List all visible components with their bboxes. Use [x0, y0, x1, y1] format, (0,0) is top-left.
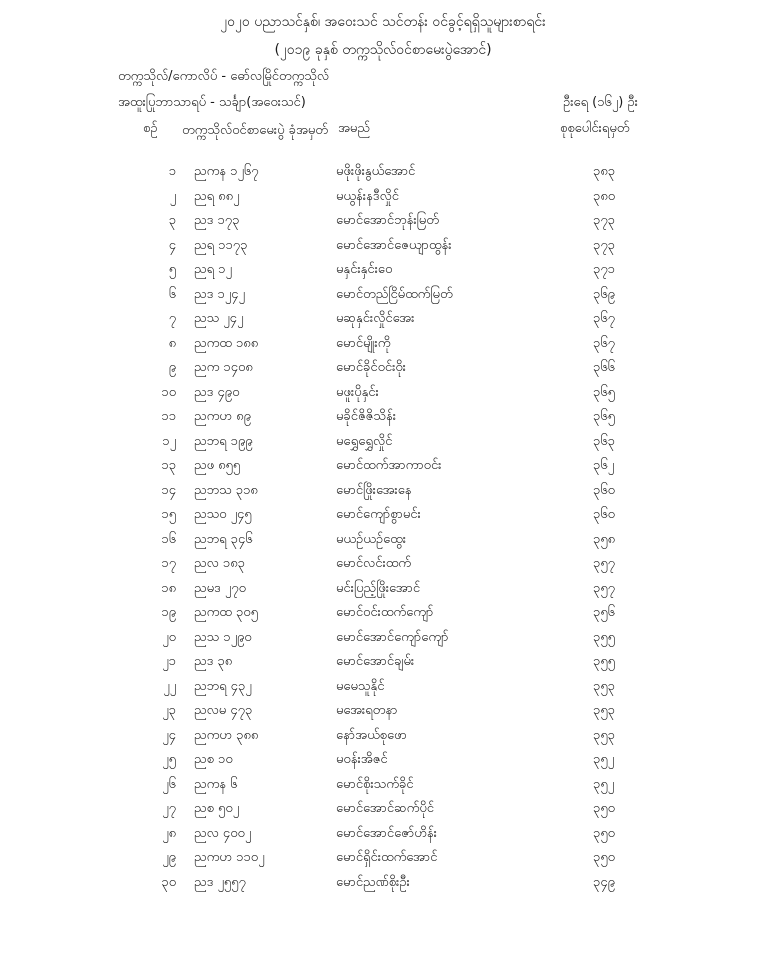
- table-row: [0, 629, 766, 654]
- total-marks: ၃၆၃: [593, 433, 615, 449]
- row-number: ၂၃: [162, 703, 176, 718]
- student-name: မနှင်းနှင်းဝေ: [336, 262, 393, 277]
- row-number: ၂၈: [162, 825, 176, 841]
- row-number: ၁၆: [161, 531, 176, 547]
- table-row: [0, 874, 766, 899]
- table-row: [0, 457, 766, 482]
- total-marks: ၃၅၃: [593, 703, 615, 718]
- roll-number: ညသ ၁၂၉၀: [194, 629, 252, 645]
- student-name: မောင်တည်ငြိမ်ထက်မြတ်: [336, 286, 453, 302]
- total-marks: ၃၇၁: [593, 262, 615, 277]
- table-row: [0, 212, 766, 237]
- total-count: ဦးရေ (၁၆၂) ဦး: [563, 95, 638, 110]
- row-number: ၂၆: [162, 776, 176, 792]
- total-marks: ၃၅၇: [593, 580, 615, 596]
- student-name: နော်အယ်စုဖော: [336, 727, 407, 743]
- roll-number: ညစ ၁၀: [194, 752, 233, 767]
- roll-number: ညကဟ ၁၁၀၂: [194, 850, 265, 865]
- column-header-name: အမည်: [338, 121, 370, 136]
- table-row: [0, 384, 766, 409]
- total-marks: ၃၅၆: [593, 605, 615, 620]
- student-name: မောင်အောင်ဘုန်းမြတ်: [336, 213, 439, 228]
- student-name: မောင်အောင်ဇော်ဟိန်း: [336, 825, 437, 841]
- student-name: မင်းပြည့်ဖြိုးအောင်: [336, 580, 421, 596]
- row-number: ၁၀: [161, 384, 176, 400]
- row-number: ၉: [168, 360, 176, 375]
- student-name: မဖူးပိုနှင်း: [336, 384, 379, 400]
- row-number: ၁၂: [162, 433, 176, 449]
- table-row: [0, 482, 766, 507]
- roll-number: ညရ ၁၁၇၃: [194, 237, 248, 253]
- student-name: မောင်စိုးသက်ခိုင်: [336, 776, 414, 792]
- row-number: ၂၂: [163, 678, 176, 694]
- total-marks: ၃၅၀: [593, 850, 615, 865]
- table-row: [0, 825, 766, 850]
- total-marks: ၃၅၀: [593, 825, 615, 841]
- student-name: မောင်ဖြိုးအေးနေ: [336, 482, 412, 498]
- roll-number: ညကဟ ၃၈၈: [194, 727, 259, 743]
- total-marks: ၃၆၂: [593, 458, 615, 473]
- roll-number: ညက ၁၄၀၈: [194, 360, 253, 375]
- roll-number: ညကဟ ၈၉: [194, 409, 251, 424]
- table-row: [0, 531, 766, 556]
- student-name: မဖိုးဖိုးနွယ်အောင်: [336, 164, 416, 179]
- table-row: [0, 555, 766, 580]
- column-header-no: စဉ်: [143, 121, 158, 136]
- total-marks: ၃၅၀: [593, 801, 615, 816]
- row-number: ၁၃: [161, 458, 176, 473]
- table-row: [0, 702, 766, 727]
- roll-number: ညဒ ၁၇၃: [194, 213, 240, 228]
- student-name: မောင်မျိုးကို: [336, 335, 391, 351]
- roll-number: ညဒ ၃၈: [194, 654, 233, 669]
- roll-number: ညသ ၂၄၂: [194, 311, 244, 326]
- table-row: [0, 261, 766, 286]
- roll-number: ညကထ ၁၈၈: [194, 335, 259, 351]
- table-row: [0, 751, 766, 776]
- student-name: မမေသူနိုင်: [336, 678, 385, 694]
- total-marks: ၃၅၅: [593, 629, 615, 645]
- column-header-marks: စုစုပေါင်းရမှတ်: [560, 121, 630, 136]
- total-marks: ၃၅၅: [593, 654, 615, 669]
- student-name: မောင်အောင်ဇေယျာထွန်း: [336, 237, 452, 253]
- row-number: ၂: [169, 188, 176, 204]
- student-name: မောင်လင်းထက်: [336, 556, 412, 571]
- student-name: မောင်ခိုင်ဝင်းဝိုး: [336, 360, 406, 375]
- result-table: [0, 163, 766, 898]
- roll-number: ညကန ၁၂၆၇: [194, 164, 259, 179]
- student-name: မယဉ်ယဉ်ထွေး: [336, 531, 407, 547]
- row-number: ၃၀: [161, 874, 176, 890]
- total-marks: ၃၆၆: [593, 360, 615, 375]
- total-marks: ၃၆၇: [593, 335, 615, 351]
- student-name: မရွှေရွှေလှိုင်: [336, 433, 393, 449]
- roll-number: ညဒ ၁၂၄၂: [194, 286, 245, 302]
- roll-number: ညရ ၈၈၂: [194, 188, 240, 204]
- table-row: [0, 310, 766, 335]
- student-name: မဆုနှင်းလှိုင်အေး: [336, 311, 415, 326]
- table-row: [0, 433, 766, 458]
- roll-number: ညရ ၁၂: [194, 262, 232, 277]
- student-name: မောင်ထက်အာကာဝင်း: [336, 458, 442, 473]
- document-subtitle: (၂၀၁၉ ခုနှစ် တက္ကသိုလ်ဝင်စာမေးပွဲအောင်): [274, 42, 492, 58]
- row-number: ၄: [168, 237, 176, 253]
- total-marks: ၃၆၀: [593, 507, 615, 522]
- total-marks: ၃၅၈: [593, 531, 616, 547]
- roll-number: ညကန ၆: [194, 776, 238, 792]
- total-marks: ၃၅၃: [593, 727, 615, 743]
- total-marks: ၃၇၃: [593, 237, 615, 253]
- row-number: ၅: [168, 262, 176, 277]
- table-row: [0, 359, 766, 384]
- department-line: အထူးပြုဘာသာရပ် - သင်္ချာ(အဝေးသင်): [118, 95, 306, 110]
- table-row: [0, 188, 766, 213]
- roll-number: ညစ ၅၀၂: [194, 801, 240, 816]
- roll-number: ညဘသ ၃၁၈: [194, 482, 258, 498]
- table-row: [0, 163, 766, 188]
- total-marks: ၃၆၀: [593, 482, 615, 498]
- total-marks: ၃၅၇: [593, 556, 615, 571]
- roll-number: ညဒ ၂၅၅၇: [194, 874, 246, 890]
- student-name: မောင်အောင်ကျော်ကျော်: [336, 629, 449, 645]
- total-marks: ၃၄၉: [593, 874, 615, 890]
- total-marks: ၃၆၉: [593, 286, 615, 302]
- row-number: ၁၈: [161, 580, 176, 596]
- roll-number: ညဘရ ၃၄၆: [194, 531, 253, 547]
- roll-number: ညသဝ ၂၄၅: [194, 507, 252, 522]
- total-marks: ၃၆၇: [593, 311, 615, 326]
- column-header-roll: တက္ကသိုလ်ဝင်စာမေးပွဲ ခုံအမှတ်: [182, 123, 328, 138]
- row-number: ၂၁: [162, 654, 176, 669]
- document-title: ၂၀၂၀ ပညာသင်နှစ်၊ အဝေးသင် သင်တန်း ဝင်ခွင့်ရရှိသူများစာရင်း: [220, 14, 546, 30]
- row-number: ၂၄: [162, 727, 176, 743]
- row-number: ၈: [168, 335, 176, 351]
- total-marks: ၃၅၂: [593, 752, 615, 767]
- row-number: ၃: [168, 213, 176, 228]
- table-row: [0, 237, 766, 262]
- row-number: ၇: [168, 311, 176, 326]
- table-row: [0, 849, 766, 874]
- roll-number: ညမဒ ၂၇၀: [194, 580, 246, 596]
- total-marks: ၃၈၀: [593, 188, 616, 204]
- table-row: [0, 604, 766, 629]
- table-row: [0, 506, 766, 531]
- roll-number: ညဒ ၄၉၀: [194, 384, 240, 400]
- total-marks: ၃၇၃: [593, 213, 615, 228]
- table-row: [0, 776, 766, 801]
- student-name: မဝန်းအိဇင်: [336, 752, 388, 767]
- student-name: မောင်ညဏ်စိုးဦး: [336, 874, 410, 890]
- row-number: ၂၀: [162, 629, 176, 645]
- row-number: ၁၄: [161, 482, 176, 498]
- roll-number: ညကထ ၃၀၅: [194, 605, 258, 620]
- table-row: [0, 800, 766, 825]
- student-name: မယွန်းနဒီလှိုင်: [336, 188, 399, 204]
- student-name: မခိုင်ဇိဇိသိန်း: [336, 409, 397, 424]
- university-line: တက္ကသိုလ်/ကောလိပ် - ဓော်လမြိုင်တက္ကသိုလ်: [118, 69, 330, 84]
- total-marks: ၃၆၅: [593, 409, 615, 424]
- row-number: ၁: [168, 164, 176, 179]
- table-row: [0, 335, 766, 360]
- total-marks: ၃၅၃: [593, 678, 615, 694]
- student-name: မောင်အောင်ချမ်း: [336, 654, 415, 669]
- table-row: [0, 580, 766, 605]
- student-name: မောင်ရှိင်းထက်အောင်: [336, 850, 438, 865]
- total-marks: ၃၈၃: [593, 164, 616, 179]
- row-number: ၂၉: [162, 850, 176, 865]
- table-row: [0, 678, 766, 703]
- row-number: ၂၇: [162, 801, 176, 816]
- total-marks: ၃၅၂: [593, 776, 615, 792]
- row-number: ၂၅: [162, 752, 176, 767]
- student-name: မောင်ကျော်စွာမင်း: [336, 507, 421, 522]
- roll-number: ညလမ ၄၇၃: [194, 703, 253, 718]
- student-name: မအေးရတနာ: [336, 703, 398, 718]
- table-row: [0, 727, 766, 752]
- row-number: ၁၅: [161, 507, 176, 522]
- table-row: [0, 286, 766, 311]
- roll-number: ညဘရ ၁၉၉: [194, 433, 253, 449]
- row-number: ၁၁: [161, 409, 176, 424]
- total-marks: ၃၆၅: [593, 384, 615, 400]
- roll-number: ညလ ၁၈၃: [194, 556, 245, 571]
- student-name: မောင်အောင်ဆက်ပိုင်: [336, 801, 434, 816]
- roll-number: ညဖ ၈၅၅: [194, 458, 241, 473]
- row-number: ၁၉: [161, 605, 176, 620]
- row-number: ၁၇: [161, 556, 176, 571]
- student-name: မောင်ဝင်းထက်ကျော်: [336, 605, 434, 620]
- row-number: ၆: [168, 286, 176, 302]
- table-row: [0, 653, 766, 678]
- roll-number: ညဘရ ၄၃၂: [194, 678, 252, 694]
- roll-number: ညလ ၄၀၀၂: [194, 825, 252, 841]
- table-row: [0, 408, 766, 433]
